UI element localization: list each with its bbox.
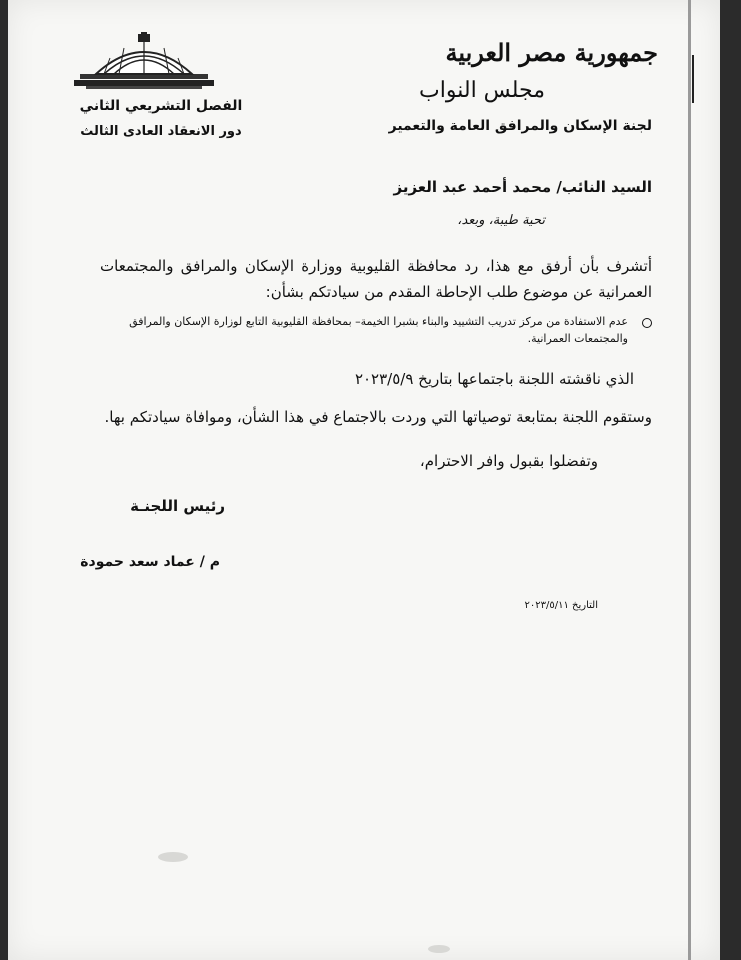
letter-page bbox=[8, 0, 720, 960]
paragraph-3: وستقوم اللجنة بمتابعة توصياتها التي وردت بالاجتماع في هذا الشأن، وموافاة سيادتكم بها. bbox=[104, 408, 652, 426]
date-line: التاريخ ٢٠٢٣/٥/١١ bbox=[524, 600, 598, 611]
page-right-border bbox=[688, 0, 691, 960]
session-label: دور الانعقاد العادى الثالث bbox=[80, 124, 242, 139]
bullet-item: عدم الاستفادة من مركز تدريب التشييد والبناء بشبرا الخيمة– بمحافظة القليوبية التابع لوزارة الإسكان والمرافق والمجتمعات العمرانية. bbox=[129, 315, 628, 345]
legislative-term: الفصل التشريعي الثاني bbox=[79, 98, 243, 114]
parliament-dome-icon bbox=[74, 32, 214, 94]
paragraph-1: أتشرف بأن أرفق مع هذا، رد محافظة القليوبية ووزارة الإسكان والمرافق والمجتمعات العمرانية عن موضوع طلب الإحاطة المقدم من سيادتكم بشأن: bbox=[100, 257, 652, 301]
committee-name: لجنة الإسكان والمرافق العامة والتعمير bbox=[388, 118, 652, 134]
signatory-title: رئيس اللجنـة bbox=[130, 497, 225, 515]
parliament-name: مجلس النواب bbox=[419, 78, 545, 103]
addressee: السيد النائب/ محمد أحمد عبد العزيز bbox=[393, 178, 652, 196]
paragraph-2: الذي ناقشته اللجنة باجتماعها بتاريخ ٢٠٢٣/٥/٩ bbox=[354, 370, 634, 388]
margin-mark bbox=[692, 55, 694, 103]
circle-bullet-icon bbox=[642, 318, 652, 328]
signatory-name: م / عماد سعد حمودة bbox=[80, 554, 220, 570]
greeting: تحية طيبة، وبعد، bbox=[457, 213, 545, 228]
country-name: جمهورية مصر العربية bbox=[445, 38, 658, 67]
closing: وتفضلوا بقبول وافر الاحترام، bbox=[419, 452, 598, 470]
paper-speck bbox=[428, 945, 450, 953]
paper-speck bbox=[158, 852, 188, 862]
